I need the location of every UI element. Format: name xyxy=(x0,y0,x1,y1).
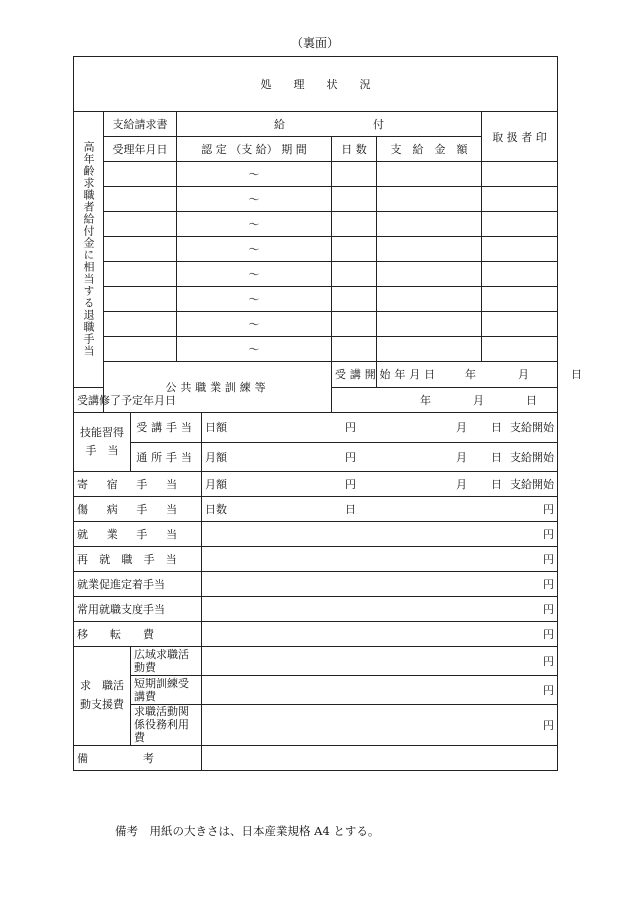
reemployment-allowance-value[interactable]: 円 xyxy=(202,547,558,572)
period-cell[interactable]: 〜 xyxy=(177,312,332,337)
seal-cell[interactable] xyxy=(482,187,558,212)
seal-cell[interactable] xyxy=(482,212,558,237)
table-row xyxy=(74,162,558,187)
days-header: 日 数 xyxy=(332,137,377,162)
seal-cell[interactable] xyxy=(482,287,558,312)
period-cell[interactable]: 〜 xyxy=(177,237,332,262)
request-header-1: 支給請求書 xyxy=(104,112,177,137)
training-end-label: 受講修了予定年月日 xyxy=(74,387,104,413)
injury-allowance-value[interactable]: 日数 日 円 xyxy=(202,497,558,522)
request-date-cell[interactable] xyxy=(104,262,177,287)
seal-cell[interactable] xyxy=(482,162,558,187)
request-date-cell[interactable] xyxy=(104,187,177,212)
request-date-cell[interactable] xyxy=(104,287,177,312)
injury-allowance-label: 傷 病 手 当 xyxy=(74,497,202,522)
amount-header: 支 給 金 額 xyxy=(377,137,482,162)
public-training-label: 公共職業訓練等 xyxy=(104,362,332,413)
job-search-service-label: 求職活動関係役務利用費 xyxy=(131,705,202,746)
short-training-value[interactable]: 円 xyxy=(202,676,558,705)
request-date-cell[interactable] xyxy=(104,162,177,187)
period-cell[interactable]: 〜 xyxy=(177,187,332,212)
lecture-allowance-label: 受講手当 xyxy=(131,413,202,443)
commute-allowance-value[interactable]: 月額 円 月 日 支給開始 xyxy=(202,442,558,472)
regular-employment-allowance-label: 常用就職支度手当 xyxy=(74,597,202,622)
employment-allowance-value[interactable]: 円 xyxy=(202,522,558,547)
period-cell[interactable]: 〜 xyxy=(177,287,332,312)
amount-cell[interactable] xyxy=(377,212,482,237)
reemployment-allowance-label: 再 就 職 手 当 xyxy=(74,547,202,572)
days-cell[interactable] xyxy=(332,312,377,337)
table-title: 処 理 状 況 xyxy=(74,57,558,112)
days-cell[interactable] xyxy=(332,187,377,212)
days-cell[interactable] xyxy=(332,212,377,237)
amount-cell[interactable] xyxy=(377,162,482,187)
table-row xyxy=(74,312,558,337)
wide-area-job-search-value[interactable]: 円 xyxy=(202,647,558,676)
days-cell[interactable] xyxy=(332,287,377,312)
relocation-cost-label: 移 転 費 xyxy=(74,622,202,647)
period-cell[interactable]: 〜 xyxy=(177,337,332,362)
wide-area-job-search-label: 広域求職活動費 xyxy=(131,647,202,676)
handler-seal-header: 取 扱 者 印 xyxy=(482,112,558,162)
training-end-date[interactable]: 年 月 日 xyxy=(332,387,558,413)
job-search-support-label: 求 職活 動支援費 xyxy=(74,647,131,746)
employment-allowance-label: 就 業 手 当 xyxy=(74,522,202,547)
amount-cell[interactable] xyxy=(377,262,482,287)
table-row xyxy=(74,237,558,262)
table-row xyxy=(74,187,558,212)
period-cell[interactable]: 〜 xyxy=(177,162,332,187)
seal-cell[interactable] xyxy=(482,262,558,287)
request-date-cell[interactable] xyxy=(104,337,177,362)
boarding-allowance-value[interactable]: 月額 円 月 日 支給開始 xyxy=(202,472,558,497)
remarks-field[interactable] xyxy=(202,745,558,770)
boarding-allowance-label: 寄 宿 手 当 xyxy=(74,472,202,497)
amount-cell[interactable] xyxy=(377,187,482,212)
table-row xyxy=(74,337,558,362)
days-cell[interactable] xyxy=(332,162,377,187)
seal-cell[interactable] xyxy=(482,312,558,337)
request-date-cell[interactable] xyxy=(104,237,177,262)
processing-status-table xyxy=(73,56,582,771)
table-row xyxy=(74,287,558,312)
short-training-label: 短期訓練受講費 xyxy=(131,676,202,705)
page-title: （裏面） xyxy=(290,36,339,50)
relocation-cost-value[interactable]: 円 xyxy=(202,622,558,647)
promotion-allowance-value[interactable]: 円 xyxy=(202,572,558,597)
amount-cell[interactable] xyxy=(377,337,482,362)
training-start-label: 受講開始年月日 xyxy=(332,362,377,388)
remarks-label: 備 考 xyxy=(74,745,202,770)
commute-allowance-label: 通所手当 xyxy=(131,442,202,472)
period-cell[interactable]: 〜 xyxy=(177,212,332,237)
period-cell[interactable]: 〜 xyxy=(177,262,332,287)
table-row xyxy=(74,262,558,287)
seal-cell[interactable] xyxy=(482,337,558,362)
days-cell[interactable] xyxy=(332,237,377,262)
footnote: 備考 用紙の大きさは、日本産業規格 A4 とする。 xyxy=(115,824,380,838)
days-cell[interactable] xyxy=(332,337,377,362)
amount-cell[interactable] xyxy=(377,287,482,312)
days-cell[interactable] xyxy=(332,262,377,287)
request-header-2: 受理年月日 xyxy=(104,137,177,162)
request-date-cell[interactable] xyxy=(104,312,177,337)
skill-acquisition-label: 技能習得手 当 xyxy=(74,413,131,472)
job-search-service-value[interactable]: 円 xyxy=(202,705,558,746)
lecture-allowance-value[interactable]: 日額 円 月 日 支給開始 xyxy=(202,413,558,443)
promotion-allowance-label: 就業促進定着手当 xyxy=(74,572,202,597)
table-row xyxy=(74,212,558,237)
period-header: 認 定 （支 給） 期 間 xyxy=(177,137,332,162)
seal-cell[interactable] xyxy=(482,237,558,262)
regular-employment-allowance-value[interactable]: 円 xyxy=(202,597,558,622)
amount-cell[interactable] xyxy=(377,312,482,337)
amount-cell[interactable] xyxy=(377,237,482,262)
training-start-date[interactable]: 年 月 日 xyxy=(377,362,558,388)
benefit-header: 給 付 xyxy=(177,112,482,137)
request-date-cell[interactable] xyxy=(104,212,177,237)
retirement-allowance-vertical-label: 高年齢求職者給付金に相当する退職手当 xyxy=(74,112,104,388)
